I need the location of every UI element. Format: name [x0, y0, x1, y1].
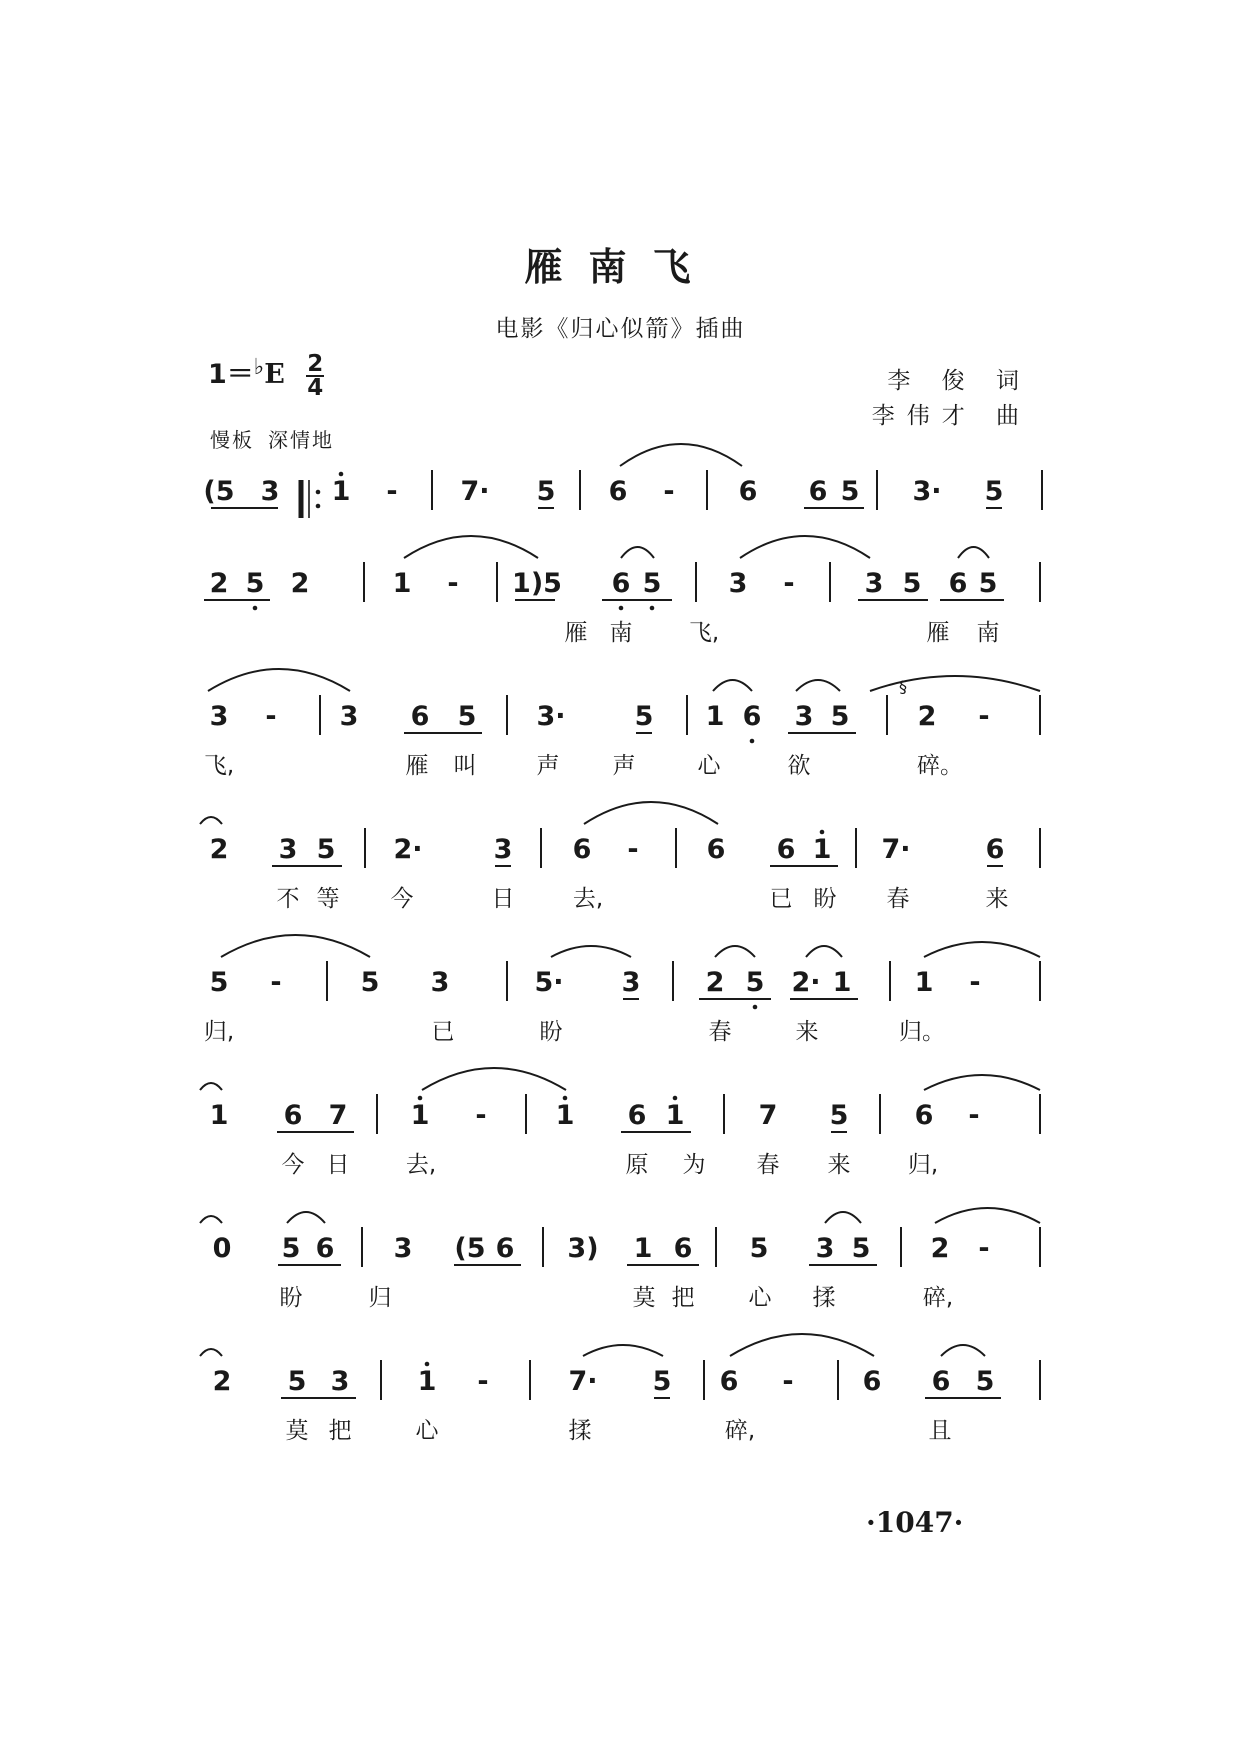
slur	[870, 676, 1040, 691]
note-3-9: 6	[742, 701, 762, 732]
note-6-5: -	[475, 1100, 487, 1131]
lyric-8-4: 揉	[568, 1418, 592, 1444]
lyric-7-6: 揉	[812, 1285, 836, 1311]
lyric-2-4: 雁	[926, 620, 950, 646]
lyric-6-4: 原	[625, 1152, 649, 1178]
lyric-4-9: 来	[985, 886, 1009, 912]
note-3-3: 3	[339, 701, 359, 732]
note-1-2: 3	[260, 476, 280, 507]
note-8-12: 5	[975, 1366, 995, 1397]
note-1-1: (5	[203, 476, 235, 507]
note-7-12: 5	[851, 1233, 871, 1264]
note-6-12: -	[968, 1100, 980, 1131]
slur	[796, 680, 840, 691]
note-3-2: -	[265, 701, 277, 732]
lyric-4-4: 日	[491, 886, 515, 912]
note-2-10: -	[783, 568, 795, 599]
lyric-6-8: 归,	[907, 1152, 939, 1178]
lyric-6-3: 去,	[405, 1152, 437, 1178]
lyric-7-3: 莫	[632, 1285, 656, 1311]
note-2-2: 5	[245, 568, 265, 599]
key-prefix: 1＝	[208, 359, 254, 390]
note-6-11: 6	[914, 1100, 934, 1131]
lyric-4-8: 春	[886, 886, 910, 912]
high-octave-dot	[425, 1362, 430, 1367]
note-4-8: 6	[706, 834, 726, 865]
slur	[404, 536, 538, 558]
note-3-8: 1	[705, 701, 725, 732]
note-2-5: -	[447, 568, 459, 599]
slur	[806, 946, 842, 957]
slur	[740, 536, 870, 558]
song-title: 雁南飞	[524, 244, 717, 289]
lyric-2-2: 南	[609, 620, 633, 646]
note-4-2: 3	[278, 834, 298, 865]
note-2-1: 2	[209, 568, 229, 599]
note-5-5: 5·	[534, 967, 564, 998]
note-2-7: 6	[611, 568, 631, 599]
lyric-7-7: 碎,	[922, 1285, 954, 1311]
note-5-7: 2	[705, 967, 725, 998]
tempo-speed: 慢板	[210, 428, 254, 452]
slur	[208, 669, 350, 691]
slur	[924, 942, 1040, 957]
slur	[713, 680, 752, 691]
note-1-13: 5	[984, 476, 1004, 507]
low-octave-dot	[753, 1005, 758, 1010]
time-signature-bottom: 4	[307, 374, 324, 401]
note-1-9: 6	[738, 476, 758, 507]
lyric-2-5: 南	[976, 620, 1000, 646]
lyric-7-4: 把	[671, 1285, 695, 1311]
low-octave-dot	[750, 739, 755, 744]
note-2-9: 3	[728, 568, 748, 599]
flat-symbol: ♭	[253, 355, 265, 380]
note-1-7: 6	[608, 476, 628, 507]
note-7-5: (5	[454, 1233, 486, 1264]
note-2-6: 1)5	[512, 568, 562, 599]
note-3-1: 3	[209, 701, 229, 732]
lyric-6-7: 来	[827, 1152, 851, 1178]
note-5-11: 1	[914, 967, 934, 998]
lyric-4-6: 已	[769, 886, 793, 912]
note-5-3: 5	[360, 967, 380, 998]
lyric-5-2: 已	[431, 1019, 455, 1045]
lyric-3-2: 雁	[405, 753, 429, 779]
repeat-dot-lower	[316, 504, 321, 509]
lyric-3-8: 碎。	[917, 753, 963, 779]
lyric-3-4: 声	[536, 753, 560, 779]
slur	[941, 1345, 985, 1356]
slur	[621, 547, 654, 558]
note-6-7: 6	[627, 1100, 647, 1131]
note-5-1: 5	[209, 967, 229, 998]
lyric-5-1: 归,	[203, 1019, 235, 1045]
lyric-3-6: 心	[697, 753, 721, 779]
slur	[584, 802, 718, 824]
lyric-3-5: 声	[612, 753, 636, 779]
note-1-11: 5	[840, 476, 860, 507]
slur	[958, 547, 989, 558]
note-4-1: 2	[209, 834, 229, 865]
lyric-6-2: 日	[326, 1152, 350, 1178]
note-7-3: 6	[315, 1233, 335, 1264]
note-4-6: 6	[572, 834, 592, 865]
note-7-4: 3	[393, 1233, 413, 1264]
note-2-11: 3	[864, 568, 884, 599]
slur	[422, 1068, 566, 1090]
lyric-3-3: 叫	[453, 753, 477, 779]
lyric-8-1: 莫	[285, 1418, 309, 1444]
lyric-6-1: 今	[281, 1152, 305, 1178]
slur	[221, 935, 370, 957]
lyric-5-5: 来	[795, 1019, 819, 1045]
note-4-3: 5	[316, 834, 336, 865]
lyric-8-6: 且	[928, 1418, 952, 1444]
note-1-12: 3·	[912, 476, 942, 507]
note-4-10: 1	[812, 834, 832, 865]
lyric-6-6: 春	[756, 1152, 780, 1178]
note-5-6: 3	[621, 967, 641, 998]
note-7-2: 5	[281, 1233, 301, 1264]
lyric-4-2: 等	[316, 886, 340, 912]
repeat-dot-upper	[316, 490, 321, 495]
slur	[287, 1212, 325, 1223]
note-2-12: 5	[902, 568, 922, 599]
note-7-10: 5	[749, 1233, 769, 1264]
note-8-7: 5	[652, 1366, 672, 1397]
low-octave-dot	[650, 606, 655, 611]
note-3-4: 6	[410, 701, 430, 732]
note-6-3: 7	[328, 1100, 348, 1131]
lyric-7-5: 心	[748, 1285, 772, 1311]
note-1-8: -	[663, 476, 675, 507]
note-1-3: 1	[331, 476, 351, 507]
note-3-12: 2	[917, 701, 937, 732]
lyric-5-4: 春	[708, 1019, 732, 1045]
lyric-8-2: 把	[328, 1418, 352, 1444]
note-8-4: 1	[417, 1366, 437, 1397]
lyric-2-3: 飞,	[688, 620, 720, 646]
note-2-3: 2	[290, 568, 310, 599]
note-3-13: -	[978, 701, 990, 732]
slur	[715, 946, 755, 957]
note-4-12: 6	[985, 834, 1005, 865]
key-letter: E	[264, 359, 285, 390]
note-8-2: 5	[287, 1366, 307, 1397]
note-4-5: 3	[493, 834, 513, 865]
slur	[583, 1345, 663, 1356]
note-8-11: 6	[931, 1366, 951, 1397]
high-octave-dot	[563, 1096, 568, 1101]
lyric-7-2: 归	[368, 1285, 392, 1311]
tempo-expression: 深情地	[268, 428, 334, 452]
note-5-4: 3	[430, 967, 450, 998]
note-7-13: 2	[930, 1233, 950, 1264]
note-6-10: 5	[829, 1100, 849, 1131]
note-8-9: -	[782, 1366, 794, 1397]
note-7-1: 0	[212, 1233, 232, 1264]
lyric-2-1: 雁	[564, 620, 588, 646]
note-2-13: 6	[948, 568, 968, 599]
slur	[730, 1334, 874, 1356]
note-6-9: 7	[758, 1100, 778, 1131]
slur	[620, 444, 742, 466]
lyric-4-5: 去,	[572, 886, 604, 912]
slur	[551, 946, 631, 957]
note-8-5: -	[477, 1366, 489, 1397]
note-1-4: -	[386, 476, 398, 507]
note-8-10: 6	[862, 1366, 882, 1397]
lyric-5-6: 归。	[899, 1019, 945, 1045]
segno-mark: §	[899, 677, 907, 696]
lyric-3-1: 飞,	[203, 753, 235, 779]
note-7-6: 6	[495, 1233, 515, 1264]
note-5-8: 5	[745, 967, 765, 998]
lyric-7-1: 盼	[279, 1285, 303, 1311]
lyric-5-3: 盼	[539, 1019, 563, 1045]
note-5-12: -	[969, 967, 981, 998]
slur	[935, 1208, 1040, 1223]
slur	[924, 1075, 1040, 1090]
slur	[200, 817, 222, 824]
note-4-4: 2·	[393, 834, 423, 865]
note-7-7: 3)	[567, 1233, 599, 1264]
low-octave-dot	[253, 606, 258, 611]
note-7-8: 1	[633, 1233, 653, 1264]
note-8-6: 7·	[568, 1366, 598, 1397]
note-2-4: 1	[392, 568, 412, 599]
high-octave-dot	[418, 1096, 423, 1101]
note-3-11: 5	[830, 701, 850, 732]
note-6-6: 1	[555, 1100, 575, 1131]
note-3-5: 5	[457, 701, 477, 732]
lyric-6-5: 为	[682, 1152, 706, 1178]
note-7-14: -	[978, 1233, 990, 1264]
note-2-14: 5	[978, 568, 998, 599]
note-1-5: 7·	[460, 476, 490, 507]
note-4-7: -	[627, 834, 639, 865]
note-4-9: 6	[776, 834, 796, 865]
note-3-10: 3	[794, 701, 814, 732]
note-3-7: 5	[634, 701, 654, 732]
note-7-9: 6	[673, 1233, 693, 1264]
lyric-8-3: 心	[415, 1418, 439, 1444]
note-1-10: 6	[808, 476, 828, 507]
slur	[825, 1212, 861, 1223]
note-5-10: 1	[832, 967, 852, 998]
note-8-8: 6	[719, 1366, 739, 1397]
slur	[200, 1083, 222, 1090]
note-6-2: 6	[283, 1100, 303, 1131]
high-octave-dot	[673, 1096, 678, 1101]
page-number: ·1047·	[866, 1506, 964, 1539]
lyric-4-7: 盼	[813, 886, 837, 912]
note-2-8: 5	[642, 568, 662, 599]
song-subtitle: 电影《归心似箭》插曲	[495, 316, 746, 342]
note-6-8: 1	[665, 1100, 685, 1131]
note-1-6: 5	[536, 476, 556, 507]
composer-credit: 李伟才 曲	[871, 403, 1031, 429]
lyric-8-5: 碎,	[724, 1418, 756, 1444]
slur	[200, 1216, 222, 1223]
note-8-3: 3	[330, 1366, 350, 1397]
note-6-1: 1	[209, 1100, 229, 1131]
lyric-4-1: 不	[276, 886, 300, 912]
lyric-3-7: 欲	[787, 753, 811, 779]
time-signature-top: 2	[307, 350, 324, 377]
note-5-9: 2·	[791, 967, 821, 998]
high-octave-dot	[339, 472, 344, 477]
slur	[200, 1349, 222, 1356]
note-7-11: 3	[815, 1233, 835, 1264]
note-5-2: -	[270, 967, 282, 998]
note-4-11: 7·	[881, 834, 911, 865]
lyricist-credit: 李 俊 词	[887, 368, 1031, 394]
note-3-6: 3·	[536, 701, 566, 732]
high-octave-dot	[820, 830, 825, 835]
low-octave-dot	[619, 606, 624, 611]
lyric-4-3: 今	[390, 886, 414, 912]
note-8-1: 2	[212, 1366, 232, 1397]
note-6-4: 1	[410, 1100, 430, 1131]
